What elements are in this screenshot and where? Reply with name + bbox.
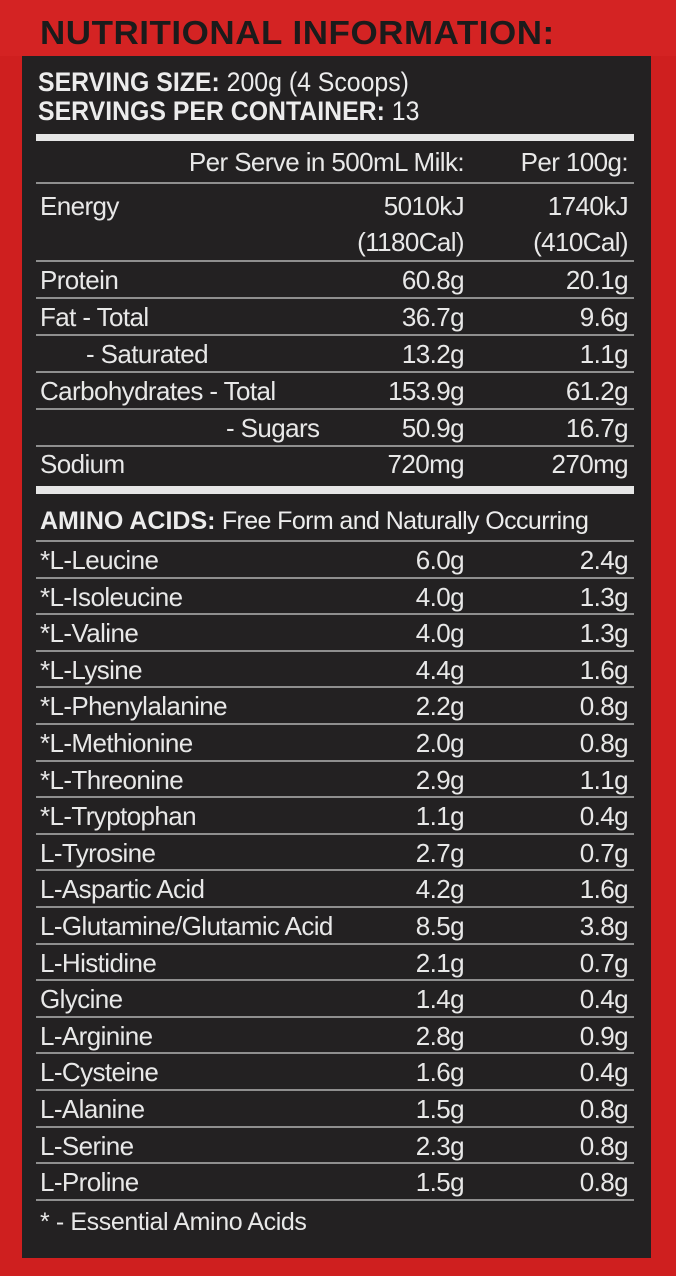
nutrient-value-serve: (1180Cal) <box>357 227 464 257</box>
column-header-row <box>0 144 676 180</box>
serving-size <box>38 67 409 98</box>
amino-acid-row <box>0 688 676 724</box>
divider-thick <box>36 486 634 494</box>
amino-value-serve: 2.2g <box>415 691 464 722</box>
amino-value-100g: 0.9g <box>579 1020 628 1051</box>
divider <box>36 1199 634 1201</box>
amino-acid-row <box>0 1054 676 1090</box>
amino-acid-name: *L-Lysine <box>40 654 143 685</box>
amino-acid-name: *L-Threonine <box>40 764 184 795</box>
nutrient-value-serve: 720mg <box>387 449 464 479</box>
amino-acid-name: L-Alanine <box>40 1094 145 1124</box>
amino-value-serve: 2.0g <box>415 728 464 758</box>
amino-acid-name: L-Arginine <box>40 1020 153 1051</box>
amino-value-serve: 2.8g <box>415 1020 464 1051</box>
servings-per-container-label: SERVINGS PER CONTAINER: <box>38 96 385 126</box>
amino-acid-name: *L-Leucine <box>40 545 159 575</box>
nutrient-value-serve: 50.9g <box>401 413 464 443</box>
divider-thick <box>36 134 634 141</box>
amino-value-serve: 4.2g <box>415 874 464 905</box>
nutrient-name: Sodium <box>40 449 125 479</box>
servings-per-container <box>38 96 419 127</box>
nutrient-row-energy <box>0 188 676 224</box>
amino-acid-row <box>0 1128 676 1164</box>
amino-value-100g: 0.7g <box>579 837 628 868</box>
amino-value-100g: 0.8g <box>579 1167 628 1198</box>
amino-acid-row <box>0 908 676 944</box>
amino-acid-name: *L-Valine <box>40 618 139 649</box>
amino-acid-row <box>0 615 676 651</box>
nutrient-value-100g: 1740kJ <box>547 191 628 221</box>
servings-per-container-value: 13 <box>391 96 420 126</box>
nutrient-value-100g: 16.7g <box>565 413 628 443</box>
amino-acid-row <box>0 1091 676 1127</box>
amino-acid-name: *L-Methionine <box>40 728 193 758</box>
amino-value-100g: 0.4g <box>579 801 628 832</box>
column-header-per-serve: Per Serve in 500mL Milk: <box>188 147 464 177</box>
nutrient-value-100g: (410Cal) <box>533 227 628 257</box>
nutrient-value-serve: 153.9g <box>388 376 464 406</box>
amino-acid-name: *L-Isoleucine <box>40 581 183 612</box>
amino-value-serve: 1.5g <box>415 1094 464 1124</box>
amino-value-100g: 3.8g <box>579 911 628 941</box>
amino-acid-row <box>0 1164 676 1200</box>
nutrient-value-serve: 13.2g <box>401 339 464 369</box>
nutrient-name: Protein <box>40 265 119 295</box>
amino-acid-row <box>0 981 676 1017</box>
nutrient-name: - Saturated <box>86 339 209 369</box>
amino-acid-row <box>0 871 676 907</box>
nutrient-value-serve: 5010kJ <box>383 191 464 221</box>
amino-value-100g: 0.8g <box>579 1130 628 1161</box>
nutrient-name: Fat - Total <box>40 302 149 332</box>
amino-acid-row <box>0 542 676 578</box>
nutrient-value-100g: 270mg <box>551 449 628 479</box>
amino-value-100g: 0.7g <box>579 947 628 978</box>
amino-acid-row <box>0 835 676 871</box>
amino-acids-heading-bold: AMINO ACIDS: <box>40 507 216 535</box>
amino-acid-name: L-Tyrosine <box>40 837 156 868</box>
amino-value-100g: 1.6g <box>579 654 628 685</box>
amino-value-100g: 0.4g <box>579 1057 628 1088</box>
amino-value-100g: 0.8g <box>579 728 628 758</box>
amino-acid-name: L-Glutamine/Glutamic Acid <box>40 911 333 941</box>
amino-value-serve: 1.1g <box>415 801 464 832</box>
amino-acid-name: L-Cysteine <box>40 1057 159 1088</box>
nutrient-row-fat <box>0 299 676 335</box>
amino-value-100g: 0.8g <box>579 1094 628 1124</box>
nutrient-row-carbohydrates <box>0 373 676 409</box>
amino-acid-row <box>0 945 676 981</box>
nutrient-value-serve: 36.7g <box>401 302 464 332</box>
serving-size-value: 200g (4 Scoops) <box>226 67 409 97</box>
amino-value-serve: 4.0g <box>415 618 464 649</box>
footnote: * - Essential Amino Acids <box>40 1208 307 1236</box>
serving-size-label: SERVING SIZE: <box>38 67 220 97</box>
amino-value-100g: 1.3g <box>579 618 628 649</box>
divider <box>36 182 634 184</box>
amino-value-serve: 6.0g <box>415 545 464 575</box>
amino-value-serve: 1.4g <box>415 984 464 1015</box>
amino-acid-name: L-Proline <box>40 1167 139 1198</box>
amino-acid-row <box>0 798 676 834</box>
nutrient-value-100g: 9.6g <box>579 302 628 332</box>
amino-value-100g: 1.1g <box>579 764 628 795</box>
nutrient-row-saturated <box>0 336 676 372</box>
amino-acids-heading-rest: Free Form and Naturally Occurring <box>221 507 589 535</box>
amino-acid-name: L-Aspartic Acid <box>40 874 205 905</box>
nutrient-value-100g: 61.2g <box>565 376 628 406</box>
amino-acid-row <box>0 652 676 688</box>
amino-value-serve: 2.7g <box>415 837 464 868</box>
amino-value-serve: 2.1g <box>415 947 464 978</box>
amino-value-serve: 1.5g <box>415 1167 464 1198</box>
amino-value-100g: 2.4g <box>579 545 628 575</box>
amino-acid-name: *L-Phenylalanine <box>40 691 227 722</box>
amino-value-serve: 4.4g <box>415 654 464 685</box>
amino-value-serve: 2.9g <box>415 764 464 795</box>
amino-value-serve: 4.0g <box>415 581 464 612</box>
nutrient-row-sugars <box>0 410 676 446</box>
nutrient-value-100g: 1.1g <box>579 339 628 369</box>
nutrient-name: Carbohydrates - Total <box>40 376 276 406</box>
amino-value-100g: 1.6g <box>579 874 628 905</box>
amino-acid-row <box>0 762 676 798</box>
amino-value-serve: 2.3g <box>415 1130 464 1161</box>
amino-acid-row <box>0 579 676 615</box>
nutrient-name: Energy <box>40 191 119 221</box>
nutrient-row-sodium <box>0 446 676 482</box>
column-header-per-100g: Per 100g: <box>520 147 628 177</box>
nutrient-row-energy-cal <box>0 224 676 260</box>
amino-acid-row <box>0 725 676 761</box>
amino-acid-row <box>0 1018 676 1054</box>
amino-value-serve: 1.6g <box>415 1057 464 1088</box>
amino-value-100g: 0.4g <box>579 984 628 1015</box>
nutrient-row-protein <box>0 262 676 298</box>
amino-acid-name: *L-Tryptophan <box>40 801 196 832</box>
amino-value-100g: 0.8g <box>579 691 628 722</box>
amino-acid-name: L-Histidine <box>40 947 157 978</box>
amino-acid-name: L-Serine <box>40 1130 134 1161</box>
amino-value-100g: 1.3g <box>579 581 628 612</box>
page-title: NUTRITIONAL INFORMATION: <box>40 14 555 51</box>
nutrient-value-serve: 60.8g <box>401 265 464 295</box>
amino-value-serve: 8.5g <box>415 911 464 941</box>
amino-acids-heading <box>40 507 588 536</box>
nutrient-value-100g: 20.1g <box>565 265 628 295</box>
nutrient-name: - Sugars <box>226 413 320 443</box>
amino-acid-name: Glycine <box>40 984 123 1015</box>
